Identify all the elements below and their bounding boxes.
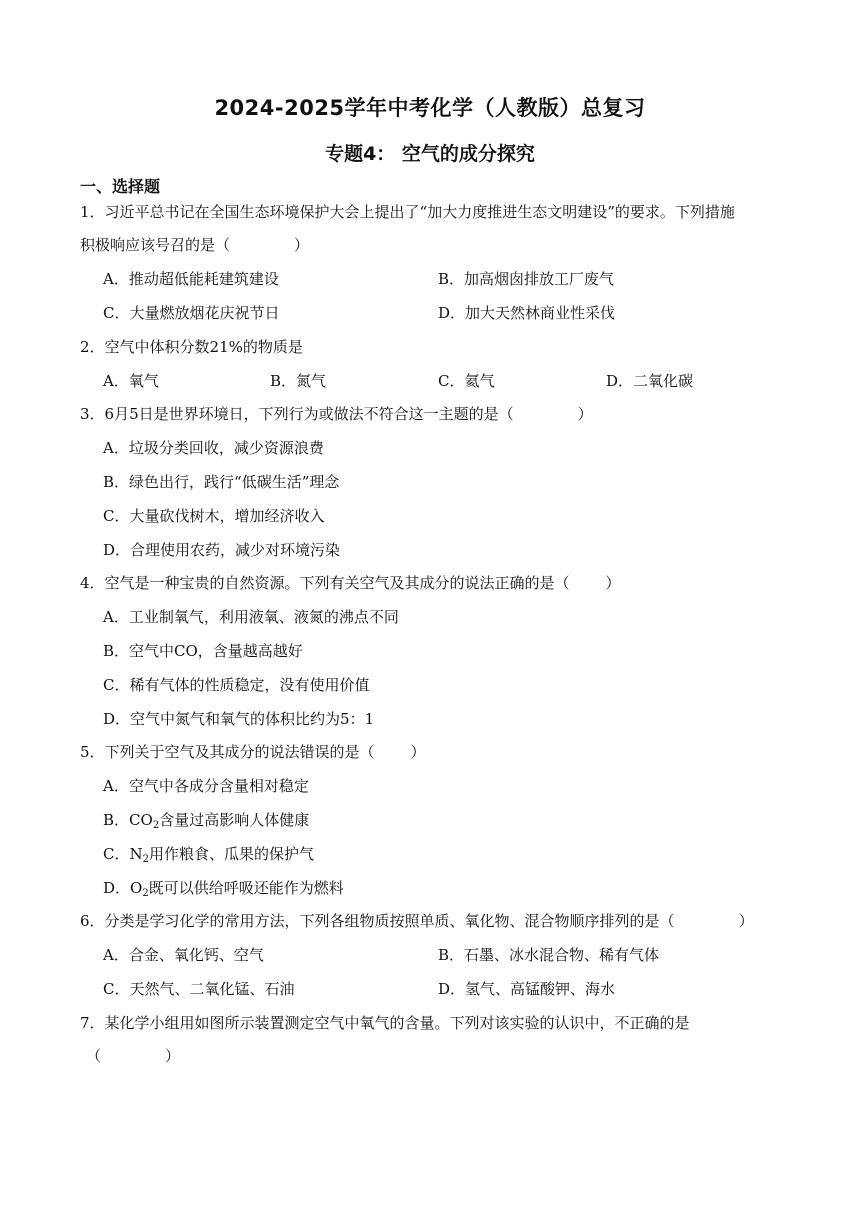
- question-3-stem: 3．6月5日是世界环境日，下列行为或做法不符合这一主题的是（ ）: [80, 405, 593, 423]
- question-6-option-c: C．天然气、二氧化锰、石油: [103, 980, 295, 998]
- question-5-option-c: C．$N_2$用作粮食、瓜果的保护气: [103, 845, 314, 865]
- document-title: 2024-2025学年中考化学（人教版）总复习: [214, 96, 646, 120]
- question-5-option-b: B．$CO_2$含量过高影响人体健康: [103, 811, 310, 831]
- question-2-option-d: D．二氧化碳: [606, 372, 694, 390]
- question-1-option-c: C．大量燃放烟花庆祝节日: [103, 304, 280, 322]
- question-3-option-b: B．绿色出行，践行“低碳生活”理念: [103, 473, 340, 491]
- question-5-option-a: A．空气中各成分含量相对稳定: [103, 777, 309, 795]
- question-4-option-a: A．工业制氧气，利用液氧、液氮的沸点不同: [103, 608, 399, 626]
- question-5-option-d: D．$O_2$既可以供给呼吸还能作为燃料: [103, 879, 344, 899]
- question-5-stem: 5．下列关于空气及其成分的说法错误的是（ ）: [80, 743, 426, 761]
- question-6-option-d: D．氢气、高锰酸钾、海水: [438, 980, 616, 998]
- question-2-option-a: A．氧气: [103, 372, 159, 390]
- question-1-option-d: D．加大天然林商业性采伐: [438, 304, 616, 322]
- question-6-stem: 6．分类是学习化学的常用方法，下列各组物质按照单质、氧化物、混合物顺序排列的是（ ）: [80, 912, 754, 930]
- question-3-option-c: C．大量砍伐树木，增加经济收入: [103, 507, 325, 525]
- question-1-option-b: B．加高烟囱排放工厂废气: [438, 270, 615, 288]
- question-1-stem-line-1: 1．习近平总书记在全国生态环境保护大会上提出了“加大力度推进生态文明建设”的要求。下列措施: [80, 203, 735, 221]
- question-4-option-c: C．稀有气体的性质稳定，没有使用价值: [103, 676, 370, 694]
- document-subtitle: 专题4： 空气的成分探究: [325, 143, 535, 165]
- question-1-stem-line-2: 积极响应该号召的是（ ）: [80, 236, 310, 254]
- question-2-option-c: C．氦气: [438, 372, 495, 390]
- section-heading: 一、选择题: [80, 177, 161, 196]
- question-4-option-d: D．空气中氮气和氧气的体积比约为5：1: [103, 710, 375, 728]
- question-4-option-b: B．空气中CO，含量越高越好: [103, 642, 303, 660]
- question-3-option-a: A．垃圾分类回收，减少资源浪费: [103, 439, 324, 457]
- question-7-stem: 7．某化学小组用如图所示装置测定空气中氧气的含量。下列对该实验的认识中，不正确的是: [80, 1014, 690, 1032]
- question-3-option-d: D．合理使用农药，减少对环境污染: [103, 541, 341, 559]
- question-7-answer-blank: （ ）: [86, 1047, 181, 1065]
- question-2-option-b: B．氮气: [270, 372, 327, 390]
- question-4-stem: 4．空气是一种宝贵的自然资源。下列有关空气及其成分的说法正确的是（ ）: [80, 574, 621, 592]
- question-6-option-b: B．石墨、冰水混合物、稀有气体: [438, 946, 660, 964]
- question-1-option-a: A．推动超低能耗建筑建设: [103, 270, 279, 288]
- question-2-stem: 2．空气中体积分数21%的物质是: [80, 338, 303, 356]
- question-6-option-a: A．合金、氧化钙、空气: [103, 946, 264, 964]
